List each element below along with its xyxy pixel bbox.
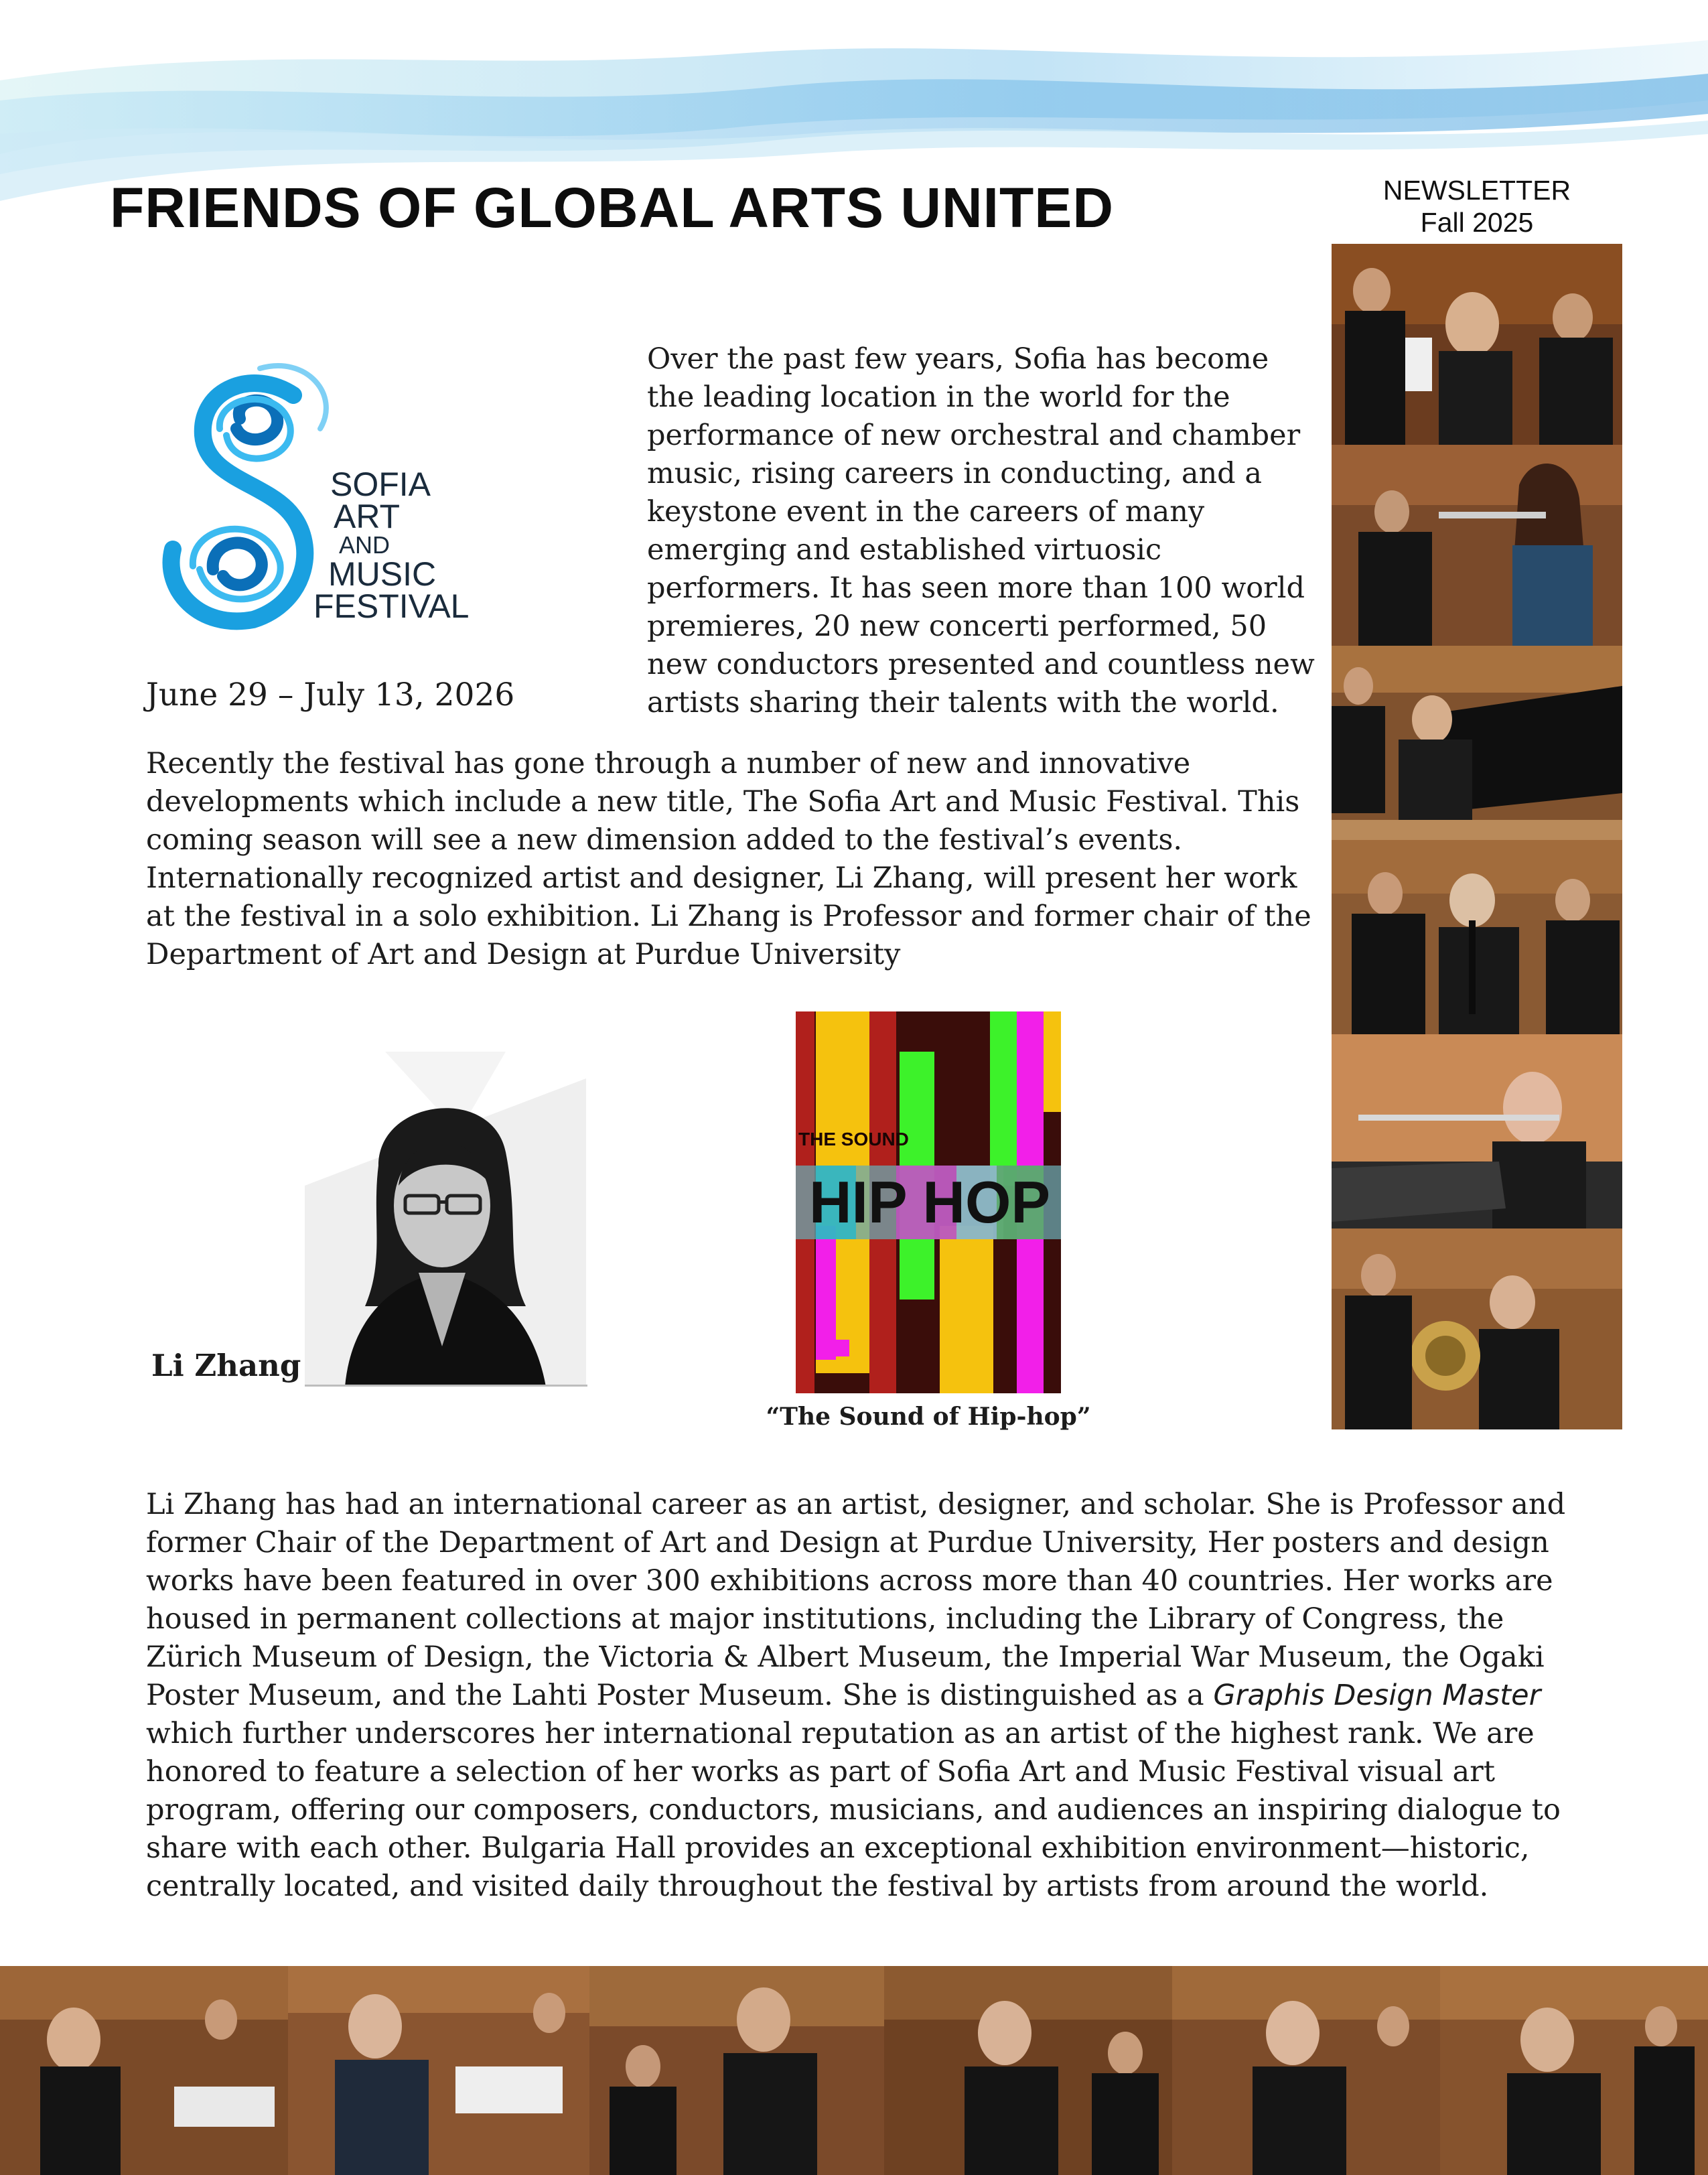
photo-conductor-2 xyxy=(288,1966,589,2175)
photo-conductor-3 xyxy=(589,1966,884,2175)
logo-text-line3: AND xyxy=(339,531,390,559)
recent-developments-paragraph xyxy=(146,745,1311,974)
orchestra-photo-column xyxy=(1332,244,1622,1429)
photo-conductor-violinist xyxy=(1332,244,1622,445)
intro-paragraph xyxy=(647,340,1317,722)
photo-flute-soloist xyxy=(1332,1034,1622,1229)
poster-big-title: HIP HOP xyxy=(809,1169,1050,1235)
intro-text: Over the past few years, Sofia has become the leading location in the world for the performance of new orchestral and chamber music, rising careers in conducting, and a keystone event in the careers of many emerging and established virtuosic performers. It has seen more than 100 world premieres, 20 new concerti performed, 50 new conductors presented and countless new artists sharing their talents with the world. xyxy=(647,342,1315,719)
photo-clarinetist xyxy=(1332,840,1622,1034)
newsletter-badge xyxy=(1333,174,1621,238)
photo-horn-player xyxy=(1332,1229,1622,1429)
hiphop-poster-artwork xyxy=(796,1011,1061,1393)
artist-name-label: Li Zhang xyxy=(151,1348,301,1383)
newsletter-issue: Fall 2025 xyxy=(1420,207,1534,238)
artist-portrait xyxy=(305,1052,587,1387)
spiral-s-icon xyxy=(171,366,326,621)
artist-bio-paragraph xyxy=(146,1486,1606,1906)
photo-pianist xyxy=(1332,646,1622,840)
festival-dates: June 29 – July 13, 2026 xyxy=(146,677,515,713)
logo-text-line1: SOFIA xyxy=(330,466,431,503)
bio-text-part1: Li Zhang has had an international career as an artist, designer, and scholar. She is Professor and former Chair of the Department of Art and Design at Purdue University, Her posters and design works have been featured in over 300 exhibitions across more than 40 countries. Her works are housed in permanent collections at major institutions, including the Library of Congress, the Zürich Museum of Design, the Victoria & Albert Museum, the Imperial War Museum, the Ogaki Poster Museum, and the Lahti Poster Museum. She is distinguished as a xyxy=(146,1488,1566,1712)
photo-flutist xyxy=(1332,445,1622,646)
photo-conductor-6 xyxy=(1440,1966,1708,2175)
bio-emphasis: Graphis Design Master xyxy=(1213,1679,1541,1712)
recent-text: Recently the festival has gone through a number of new and innovative developments which include a new title, The Sofia Art and Music Festival. This coming season will see a new dimension added to the festival’s events. Internationally recognized artist and designer, Li Zhang, will present her work at the festival in a solo exhibition. Li Zhang is Professor and former chair of the Department of Art and Design at Purdue University xyxy=(146,747,1311,971)
bio-text-part2: which further underscores her international reputation as an artist of the highest rank. We are honored to feature a selection of her works as part of Sofia Art and Music Festival visual art program, offering our composers, conductors, musicians, and audiences an inspiring dialogue to share with each other. Bulgaria Hall provides an exceptional exhibition environment—historic, centrally located, and visited daily throughout the festival by artists from around the world. xyxy=(146,1717,1561,1903)
newsletter-label: NEWSLETTER xyxy=(1382,175,1571,206)
poster-caption: “The Sound of Hip-hop” xyxy=(766,1403,1091,1431)
logo-text-line5: FESTIVAL xyxy=(313,587,470,625)
photo-conductor-4 xyxy=(884,1966,1172,2175)
photo-conductor-5 xyxy=(1172,1966,1440,2175)
festival-logo xyxy=(153,355,501,636)
conductors-photo-strip xyxy=(0,1966,1708,2175)
logo-text-line2: ART xyxy=(334,498,401,535)
organization-title: FRIENDS OF GLOBAL ARTS UNITED xyxy=(110,176,1114,239)
poster-small-title: THE SOUND xyxy=(798,1129,909,1149)
logo-text-line4: MUSIC xyxy=(328,555,437,593)
photo-conductor-1 xyxy=(0,1966,288,2175)
